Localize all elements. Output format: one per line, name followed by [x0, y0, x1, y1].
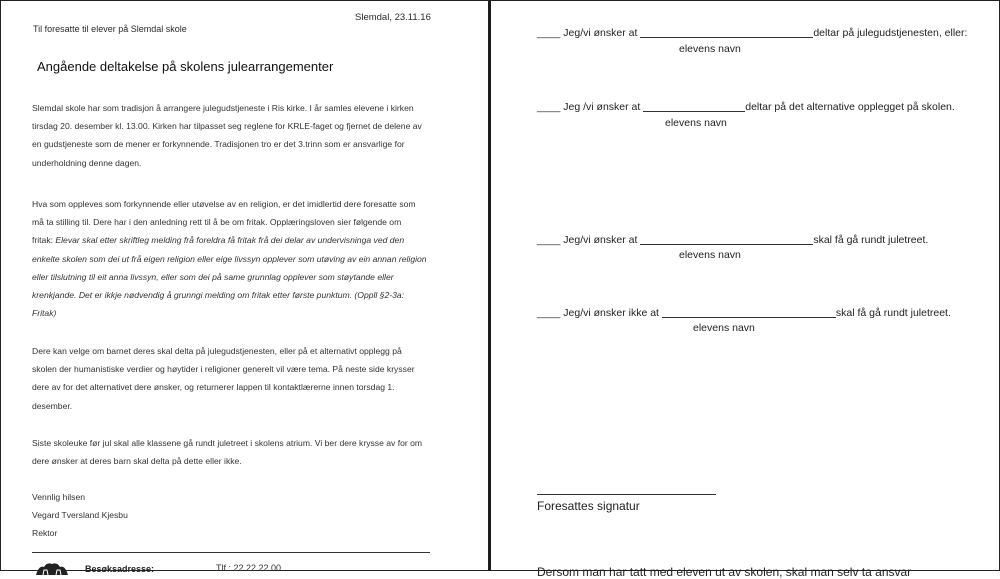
page-divider: [488, 1, 491, 571]
closing-block: [32, 488, 128, 543]
student-name-field[interactable]: [643, 101, 745, 112]
option-text: deltar på julegudstjenesten, eller:: [813, 27, 968, 39]
law-reference: Fritak): [32, 308, 57, 319]
text-segment: fritak:: [32, 235, 56, 246]
paragraph-tradition: [32, 99, 452, 172]
footer-phone: Tlf.: 22 22 22 00: [216, 563, 282, 573]
signer-name: Vegard Tversland Kjesbu: [32, 510, 128, 521]
law-reference: (Oppll §2-3a:: [352, 290, 405, 301]
text-line: skolen der humanistiske verdier og høytider i religioner generelt vil være tema. På neste side krysser: [32, 364, 415, 375]
student-name-field[interactable]: [662, 307, 836, 318]
text-line: [32, 231, 452, 249]
text-line: en gudstjeneste som de mener er forkynnende. Tradisjonen tro er det 3.trinn som er ansvarlige for: [32, 139, 405, 150]
school-seal-icon: [35, 561, 69, 575]
text-line: desember.: [32, 400, 73, 411]
option-text: deltar på det alternative opplegget på skolen.: [745, 101, 955, 113]
option-alternative-program: [537, 101, 955, 113]
option-text: ____ Jeg/vi ønsker at: [537, 234, 641, 246]
option-text: skal få gå rundt juletreet.: [813, 234, 929, 246]
recipient-line: Til foresatte til elever på Slemdal skole: [33, 24, 187, 34]
footer-divider: [32, 552, 430, 553]
greeting: Vennlig hilsen: [32, 492, 86, 502]
option-text: skal få gå rundt juletreet.: [835, 307, 951, 319]
paragraph-choice: [32, 342, 452, 415]
text-line: [32, 286, 452, 304]
student-name-field[interactable]: [640, 27, 813, 38]
law-quote: krenkjande. Det er ikkje nødvendig å grunngi melding om fritak etter første punktum.: [32, 290, 353, 301]
field-caption: elevens navn: [679, 43, 741, 55]
text-line: tirsdag 20. desember kl. 13.00. Kirken har tilpasset seg reglene for KRLE-faget og fjernet de delene av: [32, 121, 422, 132]
option-text: ____ Jeg /vi ønsker at: [537, 101, 644, 113]
option-tree-no: [537, 307, 951, 319]
student-name-field[interactable]: [640, 234, 813, 245]
text-line: dere av for det alternativet dere ønsker, og returnerer lappen til kontaktlærerne innen torsdag 1.: [32, 382, 395, 393]
footer-address-label: Besøksadresse:: [85, 564, 155, 574]
paragraph-exemption: [32, 195, 452, 322]
text-line: Slemdal skole har som tradisjon å arrangere julegudstjeneste i Ris kirke. I år samles elevene i kirken: [32, 103, 414, 113]
text-line: Siste skoleuke før jul skal alle klassene gå rundt juletreet i skolens atrium. Vi ber dere krysse av for om: [32, 438, 423, 448]
signature-line[interactable]: [537, 494, 716, 495]
option-tree-yes: [537, 234, 928, 246]
signer-title: Rektor: [32, 528, 58, 539]
option-text: ____ Jeg/vi ønsker ikke at: [537, 307, 662, 319]
text-line: Hva som oppleves som forkynnende eller utøvelse av en religion, er det imidlertid dere foresatte som: [32, 199, 416, 209]
law-quote-line: eller tilslutning til eit anna livssyn, eller som dei på same grunnlag opplever som støytande eller: [32, 271, 394, 282]
signature-label: Foresattes signatur: [537, 499, 640, 513]
text-line: dere ønsker at deres barn skal delta på dette eller ikke.: [32, 456, 242, 467]
paragraph-christmas-tree: [32, 434, 452, 470]
option-church-service: [537, 27, 967, 39]
law-quote-line: enkelte skolen som dei ut frå eigen religion eller eige livssyn opplever som utøving av ein annan religion: [32, 253, 427, 264]
text-line: underholdning denne dagen.: [32, 157, 142, 168]
field-caption: elevens navn: [665, 117, 727, 129]
option-text: ____ Jeg/vi ønsker at: [537, 27, 641, 39]
text-line: må ta stilling til. Dere har i den anledning rett til å be om fritak. Opplæringsloven sier følgende om: [32, 217, 402, 228]
field-caption: elevens navn: [693, 322, 755, 334]
field-caption: elevens navn: [679, 249, 741, 261]
law-quote: Elevar skal etter skriftleg melding frå foreldra få fritak frå dei delar av undervisninga ved den: [55, 235, 405, 246]
place-date: Slemdal, 23.11.16: [355, 12, 431, 23]
text-line: Dere kan velge om barnet deres skal delta på julegudstjenesten, eller på et alternativt opplegg på: [32, 346, 402, 356]
letter-heading: Angående deltakelse på skolens julearrangementer: [37, 59, 334, 74]
cutoff-text: Dersom man har tatt med eleven ut av skolen, skal man selv ta ansvar: [537, 565, 912, 579]
